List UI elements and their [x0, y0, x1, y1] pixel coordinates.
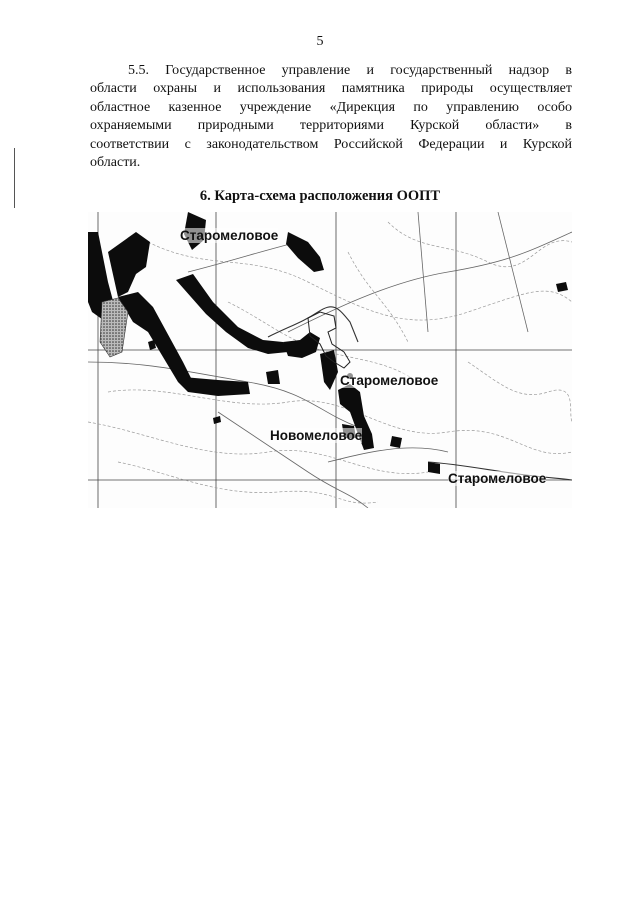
paragraph-line: области. — [90, 155, 141, 171]
map-label-novomelovoe: Новомеловое — [270, 428, 363, 443]
location-map — [88, 212, 572, 508]
section-title: 6. Карта-схема расположения ООПТ — [199, 188, 441, 204]
map-label-staromelovoe-south: Старомеловое — [448, 471, 547, 486]
map-thin-roads — [268, 307, 572, 480]
paragraph-line: области охраны и использования памятника природы осуществляет — [90, 81, 572, 97]
page-number: 5 — [316, 34, 324, 49]
paragraph-5-5 — [90, 62, 572, 172]
paragraph-line: охраняемыми природными территориями Курской области» в — [90, 118, 572, 134]
paragraph-line: областное казенное учреждение «Дирекция по управлению особо — [90, 99, 572, 115]
paragraph-line: 5.5. Государственное управление и государственный надзор в — [128, 63, 572, 78]
map-label-staromelovoe-north: Старомеловое — [180, 228, 279, 243]
map-graphic — [88, 212, 572, 508]
paragraph-line: соответствии с законодательством Российской Федерации и Курской — [90, 136, 572, 152]
hatched-area — [100, 298, 128, 357]
map-label-staromelovoe-center: Старомеловое — [340, 373, 439, 388]
